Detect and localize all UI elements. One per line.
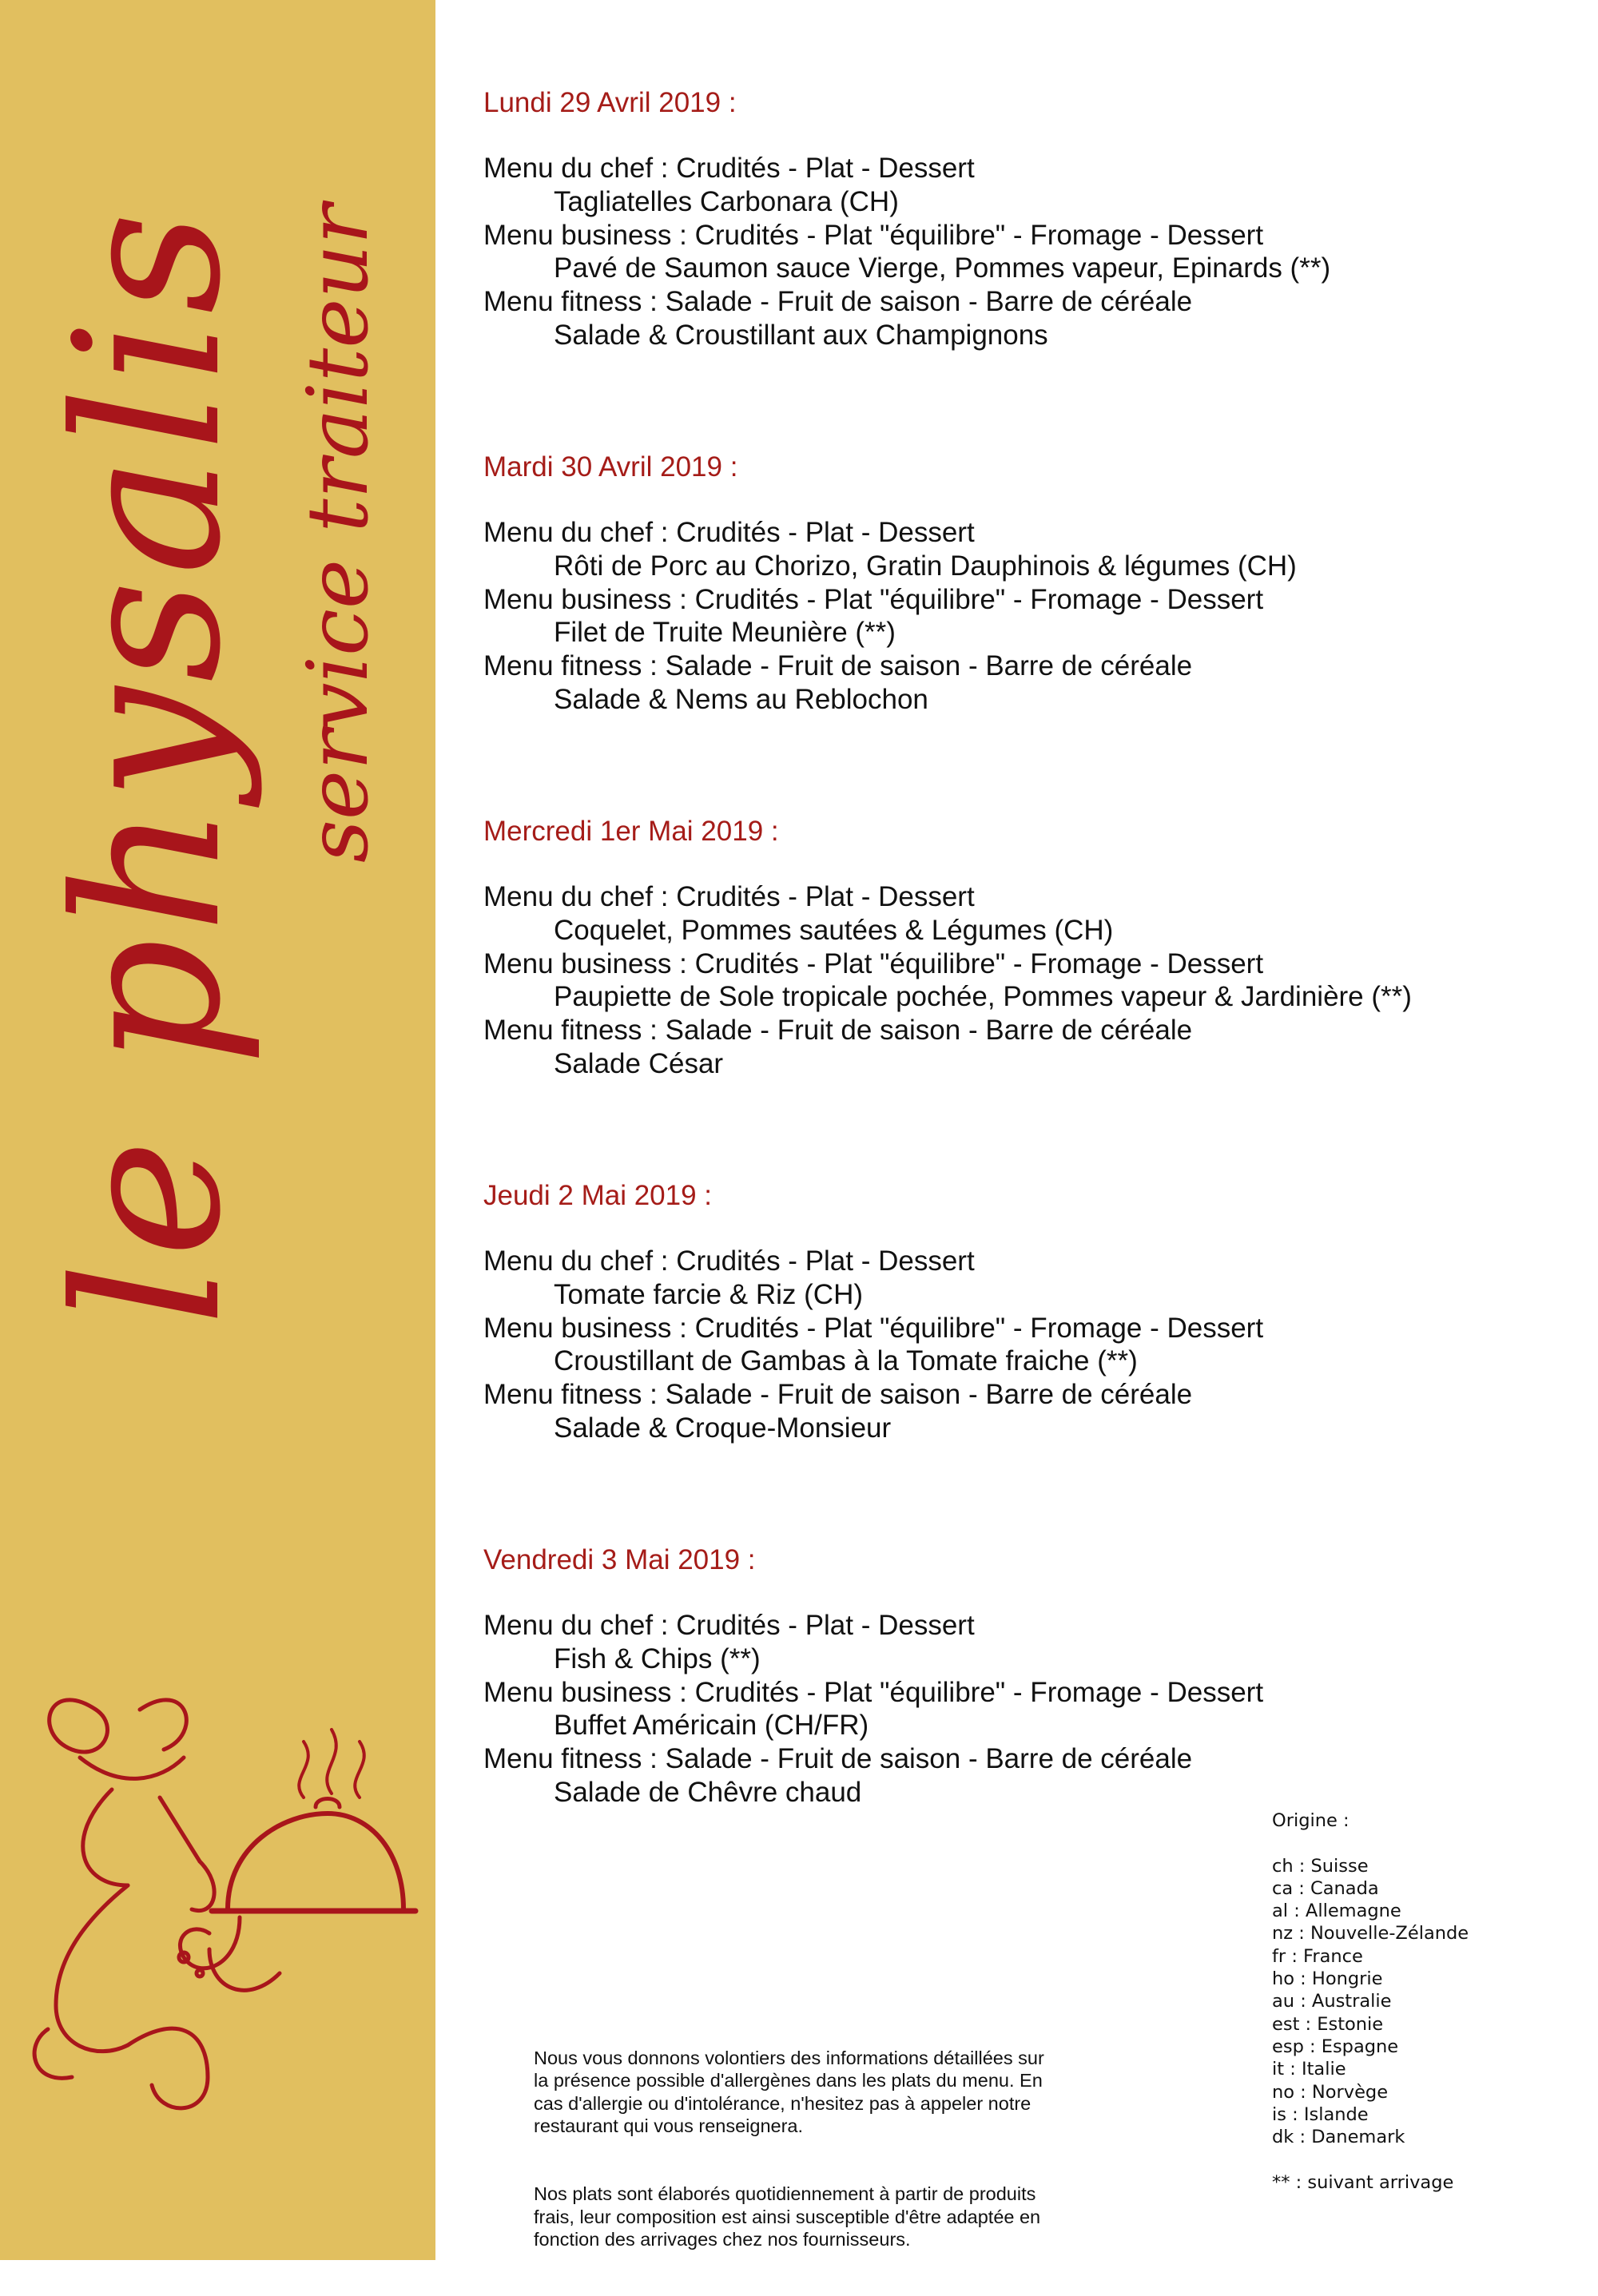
day-block — [483, 86, 1538, 451]
menu-fitness-dish: Salade & Nems au Reblochon — [554, 683, 928, 715]
menu-fitness-dish: Salade César — [554, 1047, 724, 1079]
origin-item: al : Allemagne — [1272, 1901, 1401, 1922]
day-title: Vendredi 3 Mai 2019 : — [483, 1544, 756, 1575]
origin-title: Origine : — [1272, 1810, 1350, 1831]
origin-footnote: ** : suivant arrivage — [1272, 2171, 1454, 2193]
origin-item: ca : Canada — [1272, 1877, 1379, 1899]
day-block — [483, 815, 1538, 1179]
menu-chef-label: Menu du chef : Crudités - Plat - Dessert — [483, 517, 975, 548]
origin-item: est : Estonie — [1272, 2013, 1384, 2035]
menu-business-dish: Pavé de Saumon sauce Vierge, Pommes vapeur, Epinards (**) — [554, 252, 1331, 284]
menu-fitness-dish: Salade de Chêvre chaud — [554, 1776, 862, 1808]
menu-fitness-dish: Salade & Croque-Monsieur — [554, 1412, 892, 1444]
day-title: Mercredi 1er Mai 2019 : — [483, 816, 779, 847]
menu-chef-dish: Fish & Chips (**) — [554, 1643, 761, 1674]
menu-fitness-label: Menu fitness : Salade - Fruit de saison - Barre de céréale — [483, 650, 1193, 682]
menu-business-dish: Paupiette de Sole tropicale pochée, Pommes vapeur & Jardinière (**) — [554, 981, 1412, 1013]
menu-chef-label: Menu du chef : Crudités - Plat - Dessert — [483, 1610, 975, 1641]
allergen-paragraph: Nous vous donnons volontiers des informations détaillées sur la présence possible d'allergènes dans les plats du menu. En cas d'allergie ou d'intolérance, n'hesitez pas à appeler notre restaurant qui vous renseignera. — [534, 2047, 1044, 2136]
freshness-paragraph: Nos plats sont élaborés quotidiennement à partir de produits frais, leur composition est ainsi susceptible d'être adaptée en fonction des arrivages chez nos fournisseurs. — [534, 2183, 1041, 2250]
origin-item: no : Norvège — [1272, 2081, 1389, 2103]
menu-chef-dish: Coquelet, Pommes sautées & Légumes (CH) — [554, 914, 1114, 946]
menu-chef-label: Menu du chef : Crudités - Plat - Dessert — [483, 1245, 975, 1277]
origin-item: ch : Suisse — [1272, 1855, 1369, 1877]
origin-legend — [1272, 1809, 1592, 2194]
menu-fitness-label: Menu fitness : Salade - Fruit de saison - Barre de céréale — [483, 1743, 1193, 1775]
sidebar-panel — [0, 0, 435, 2260]
origin-item: it : Italie — [1272, 2059, 1346, 2080]
brand-tagline: service traiteur — [289, 204, 387, 863]
menu-business-label: Menu business : Crudités - Plat "équilibre" - Fromage - Dessert — [483, 219, 1264, 251]
day-title: Lundi 29 Avril 2019 : — [483, 87, 737, 118]
origin-item: is : Islande — [1272, 2103, 1369, 2125]
menu-chef-label: Menu du chef : Crudités - Plat - Dessert — [483, 881, 975, 912]
menu-list — [483, 86, 1538, 1908]
origin-item: ho : Hongrie — [1272, 1968, 1383, 1990]
origin-item: dk : Danemark — [1272, 2127, 1405, 2148]
day-block — [483, 1179, 1538, 1543]
waiter-cloche-icon — [0, 0, 435, 2260]
origin-item: au : Australie — [1272, 1991, 1392, 2012]
origin-item: fr : France — [1272, 1945, 1363, 1967]
menu-business-label: Menu business : Crudités - Plat "équilibre" - Fromage - Dessert — [483, 1676, 1264, 1708]
menu-business-dish: Buffet Américain (CH/FR) — [554, 1710, 869, 1742]
menu-chef-label: Menu du chef : Crudités - Plat - Dessert — [483, 153, 975, 184]
menu-fitness-label: Menu fitness : Salade - Fruit de saison - Barre de céréale — [483, 1015, 1193, 1047]
menu-business-label: Menu business : Crudités - Plat "équilibre" - Fromage - Dessert — [483, 583, 1264, 615]
menu-business-dish: Croustillant de Gambas à la Tomate fraiche (**) — [554, 1345, 1138, 1377]
menu-fitness-label: Menu fitness : Salade - Fruit de saison - Barre de céréale — [483, 1379, 1193, 1411]
menu-business-label: Menu business : Crudités - Plat "équilibre" - Fromage - Dessert — [483, 947, 1264, 979]
menu-business-label: Menu business : Crudités - Plat "équilibre" - Fromage - Dessert — [483, 1312, 1264, 1344]
day-title: Jeudi 2 Mai 2019 : — [483, 1180, 713, 1211]
menu-chef-dish: Tagliatelles Carbonara (CH) — [554, 185, 899, 217]
brand-name: le physalis — [32, 206, 264, 1326]
origin-item: nz : Nouvelle-Zélande — [1272, 1923, 1469, 1944]
day-title: Mardi 30 Avril 2019 : — [483, 451, 738, 483]
menu-fitness-label: Menu fitness : Salade - Fruit de saison - Barre de céréale — [483, 286, 1193, 318]
menu-fitness-dish: Salade & Croustillant aux Champignons — [554, 319, 1048, 351]
menu-business-dish: Filet de Truite Meunière (**) — [554, 617, 896, 649]
day-block — [483, 451, 1538, 815]
menu-chef-dish: Tomate farcie & Riz (CH) — [554, 1278, 864, 1310]
menu-chef-dish: Rôti de Porc au Chorizo, Gratin Dauphinois & légumes (CH) — [554, 550, 1297, 582]
origin-item: esp : Espagne — [1272, 2036, 1399, 2057]
allergen-notice — [534, 2024, 1149, 2296]
